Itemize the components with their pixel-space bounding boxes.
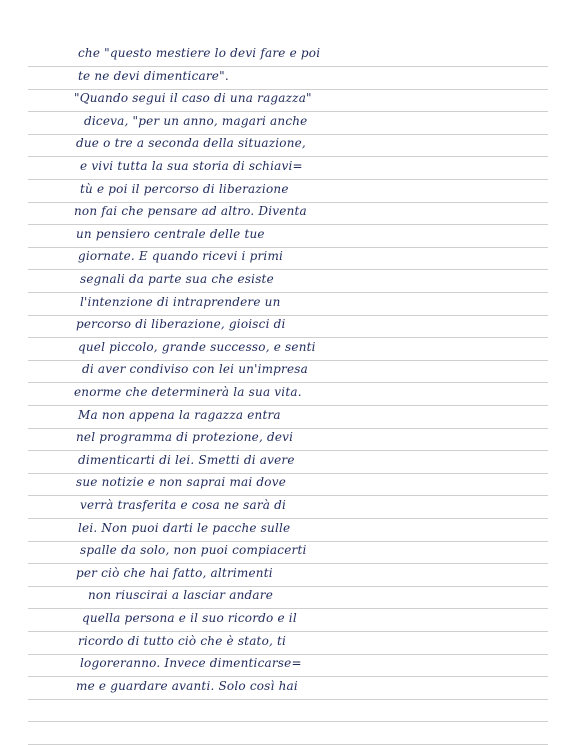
handwritten-line: percorso di liberazione, gioisci di — [76, 317, 286, 331]
handwritten-line: te ne devi dimenticare". — [78, 69, 229, 83]
handwritten-line: segnali da parte sua che esiste — [80, 272, 274, 286]
handwritten-line: non fai che pensare ad altro. Diventa — [74, 204, 307, 218]
handwritten-line: verrà trasferita e cosa ne sarà di — [80, 498, 287, 512]
ruled-line — [28, 721, 548, 722]
handwritten-line: quella persona e il suo ricordo e il — [82, 611, 297, 625]
handwritten-line: "Quando segui il caso di una ragazza" — [74, 91, 312, 105]
handwritten-line: quel piccolo, grande successo, e senti — [78, 340, 316, 354]
handwritten-line: dimenticarti di lei. Smetti di avere — [78, 453, 295, 467]
handwritten-line: sue notizie e non saprai mai dove — [76, 475, 287, 489]
handwritten-line: e vivi tutta la sua storia di schiavi= — [80, 159, 303, 173]
handwritten-line: che "questo mestiere lo devi fare e poi — [78, 46, 321, 60]
handwritten-line: tù e poi il percorso di liberazione — [80, 182, 289, 196]
handwritten-line: diceva, "per un anno, magari anche — [84, 114, 308, 128]
handwritten-line: logoreranno. Invece dimenticarse= — [80, 656, 302, 670]
handwritten-line: enorme che determinerà la sua vita. — [74, 385, 302, 399]
handwritten-line: non riuscirai a lasciar andare — [88, 588, 273, 602]
handwritten-line: lei. Non puoi darti le pacche sulle — [78, 521, 291, 535]
handwritten-line: giornate. E quando ricevi i primi — [78, 249, 284, 263]
handwritten-line: due o tre a seconda della situazione, — [76, 136, 306, 150]
handwritten-line: ricordo di tutto ciò che è stato, ti — [78, 634, 287, 648]
handwritten-line: nel programma di protezione, devi — [76, 430, 294, 444]
handwritten-line: l'intenzione di intraprendere un — [80, 295, 281, 309]
handwritten-line: un pensiero centrale delle tue — [76, 227, 265, 241]
handwritten-line: spalle da solo, non puoi compiacerti — [80, 543, 307, 557]
handwritten-line: per ciò che hai fatto, altrimenti — [76, 566, 273, 580]
handwritten-line: me e guardare avanti. Solo così hai — [76, 679, 298, 693]
ruled-line — [28, 699, 548, 700]
handwritten-line: Ma non appena la ragazza entra — [78, 408, 281, 422]
handwritten-line: di aver condiviso con lei un'impresa — [82, 362, 309, 376]
